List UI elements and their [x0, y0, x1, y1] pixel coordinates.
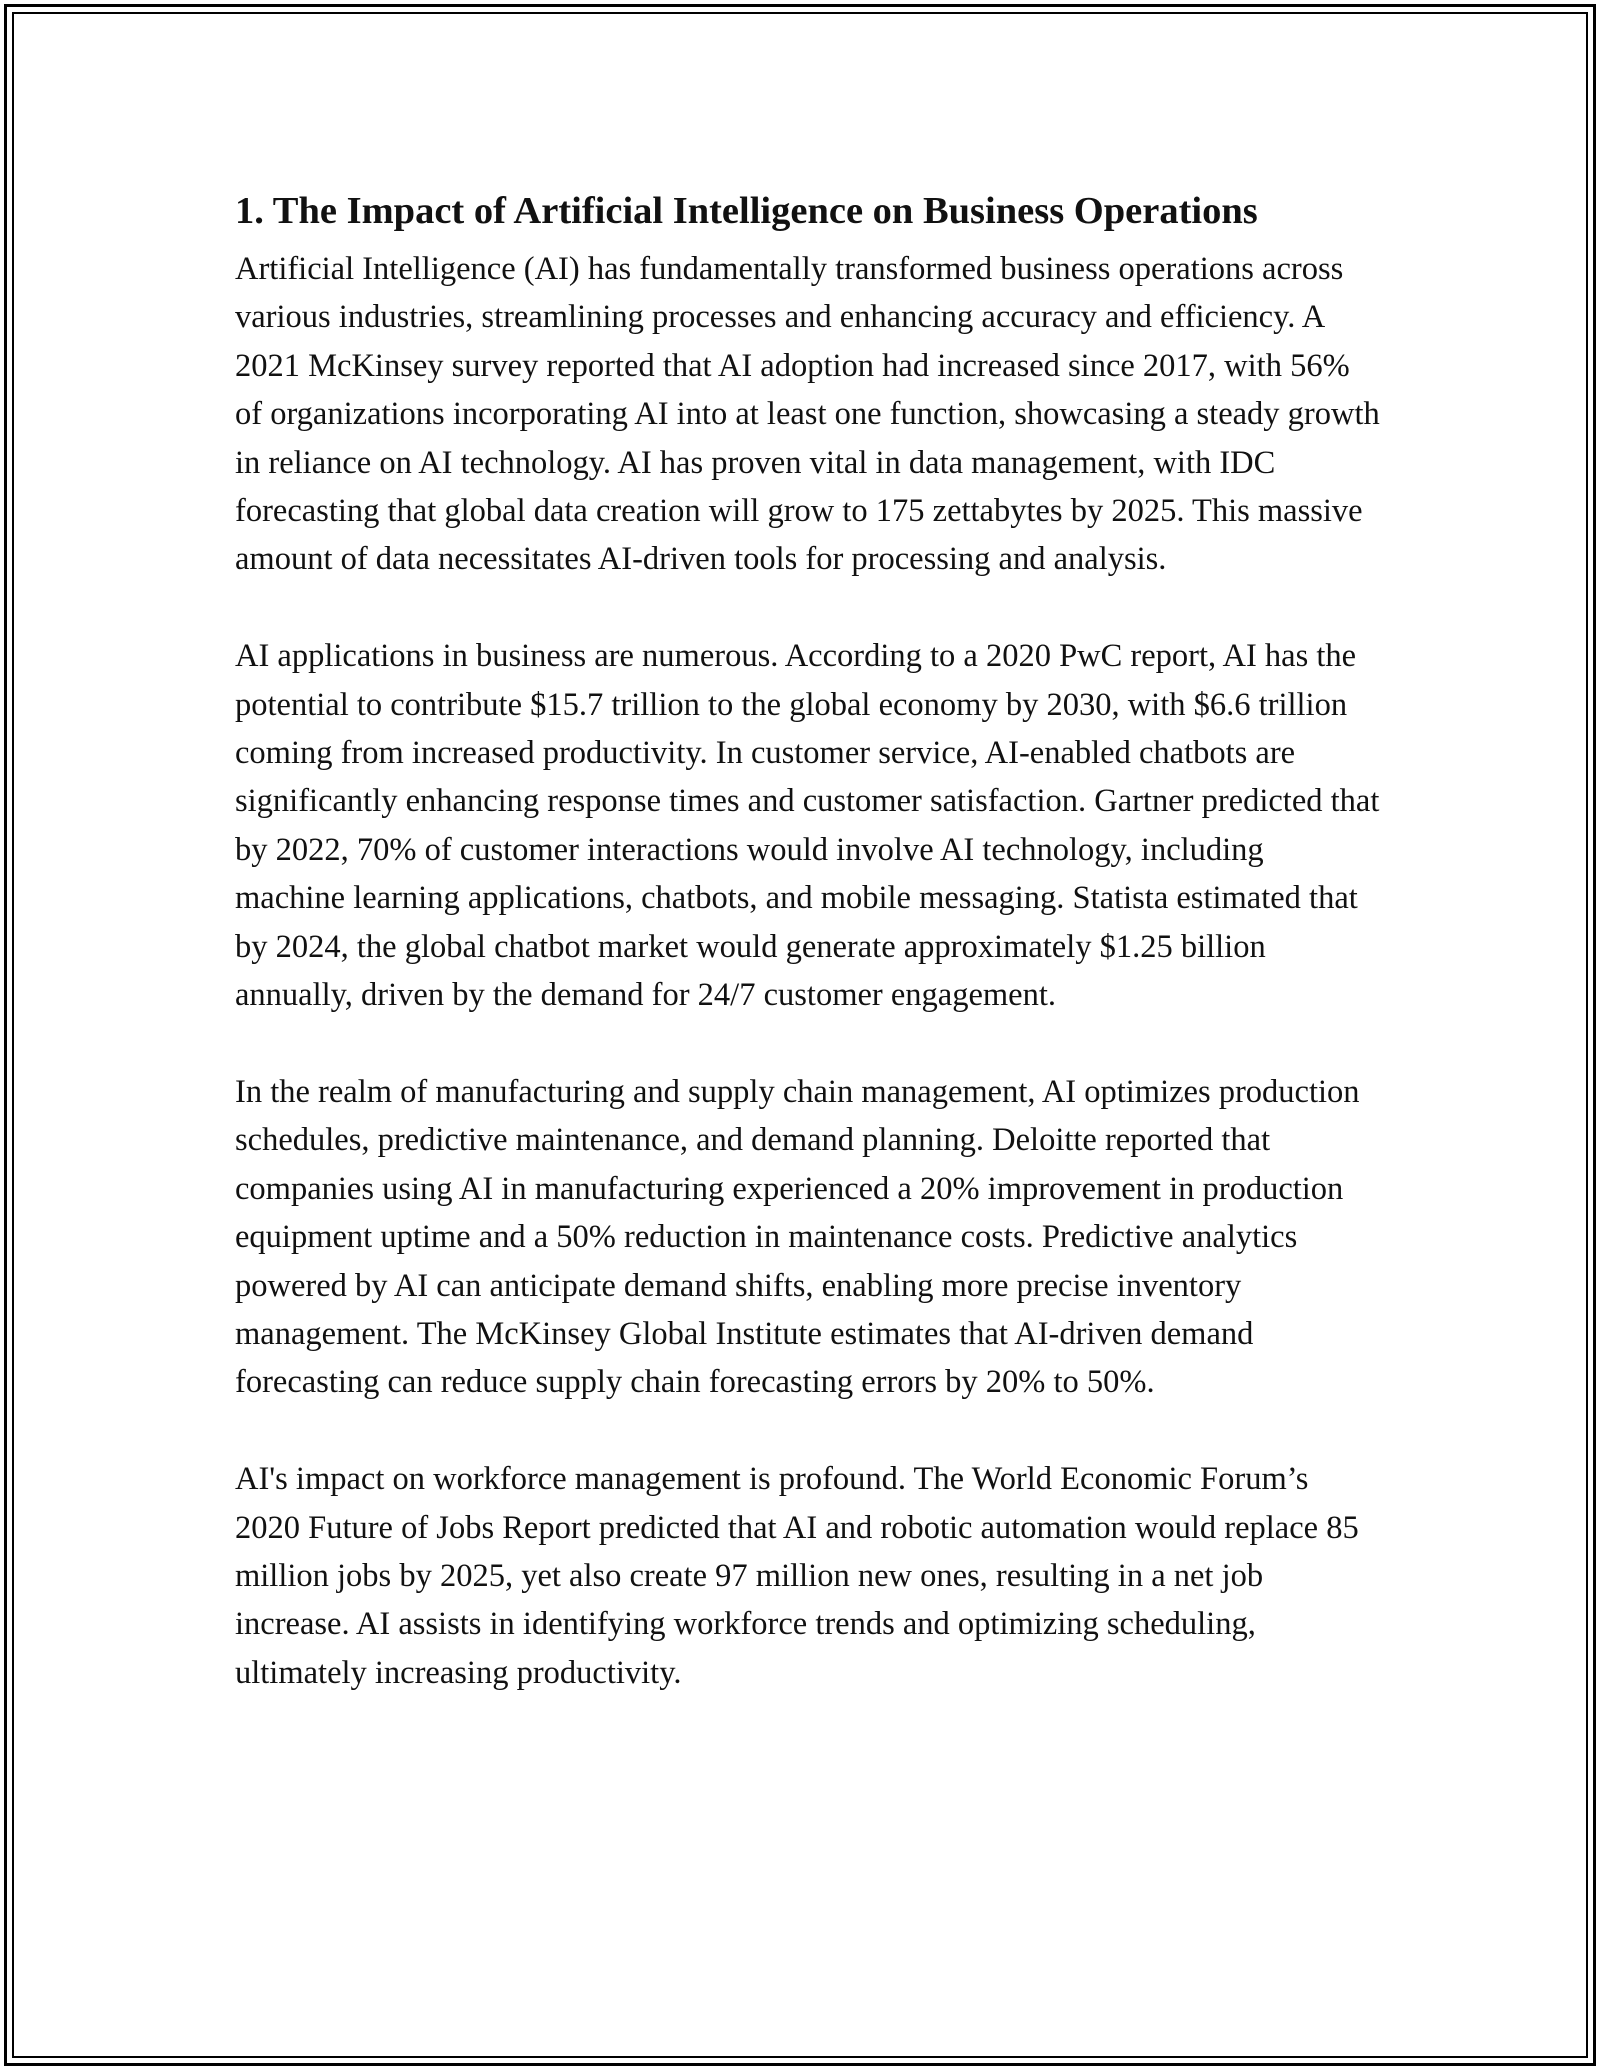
- paragraph-ai-applications: AI applications in business are numerous. According to a 2020 PwC report, AI has the potential to contribute $15.7 trillion to the global economy by 2030, with $6.6 trillion coming from increased productivity. In customer service, AI-enabled chatbots are significantly enhancing response times and customer satisfaction. Gartner predicted that by 2022, 70% of customer interactions would involve AI technology, including machine learning applications, chatbots, and mobile messaging. Statista estimated that by 2024, the global chatbot market would generate approximately $1.25 billion annually, driven by the demand for 24/7 customer engagement.: [235, 638, 1380, 1014]
- document-body: [235, 185, 1380, 1746]
- paragraph-ai-transformation: Artificial Intelligence (AI) has fundamentally transformed business operations across various industries, streamlining processes and enhancing accuracy and efficiency. A 2021 McKinsey survey reported that AI adoption had increased since 2017, with 56% of organizations incorporating AI into at least one function, showcasing a steady growth in reliance on AI technology. AI has proven vital in data management, with IDC forecasting that global data creation will grow to 175 zettabytes by 2025. This massive amount of data necessitates AI-driven tools for processing and analysis.: [235, 251, 1380, 578]
- section-heading: 1. The Impact of Artificial Intelligence on Business Operations: [235, 190, 1258, 232]
- paragraph-manufacturing-supply-chain: In the realm of manufacturing and supply chain management, AI optimizes production schedules, predictive maintenance, and demand planning. Deloitte reported that companies using AI in manufacturing experienced a 20% improvement in production equipment uptime and a 50% reduction in maintenance costs. Predictive analytics powered by AI can anticipate demand shifts, enabling more precise inventory management. The McKinsey Global Institute estimates that AI-driven demand forecasting can reduce supply chain forecasting errors by 20% to 50%.: [235, 1073, 1360, 1401]
- paragraph-workforce-management: AI's impact on workforce management is profound. The World Economic Forum’s 2020 Future of Jobs Report predicted that AI and robotic automation would replace 85 million jobs by 2025, yet also create 97 million new ones, resulting in a net job increase. AI assists in identifying workforce trends and optimizing scheduling, ultimately increasing productivity.: [235, 1461, 1359, 1691]
